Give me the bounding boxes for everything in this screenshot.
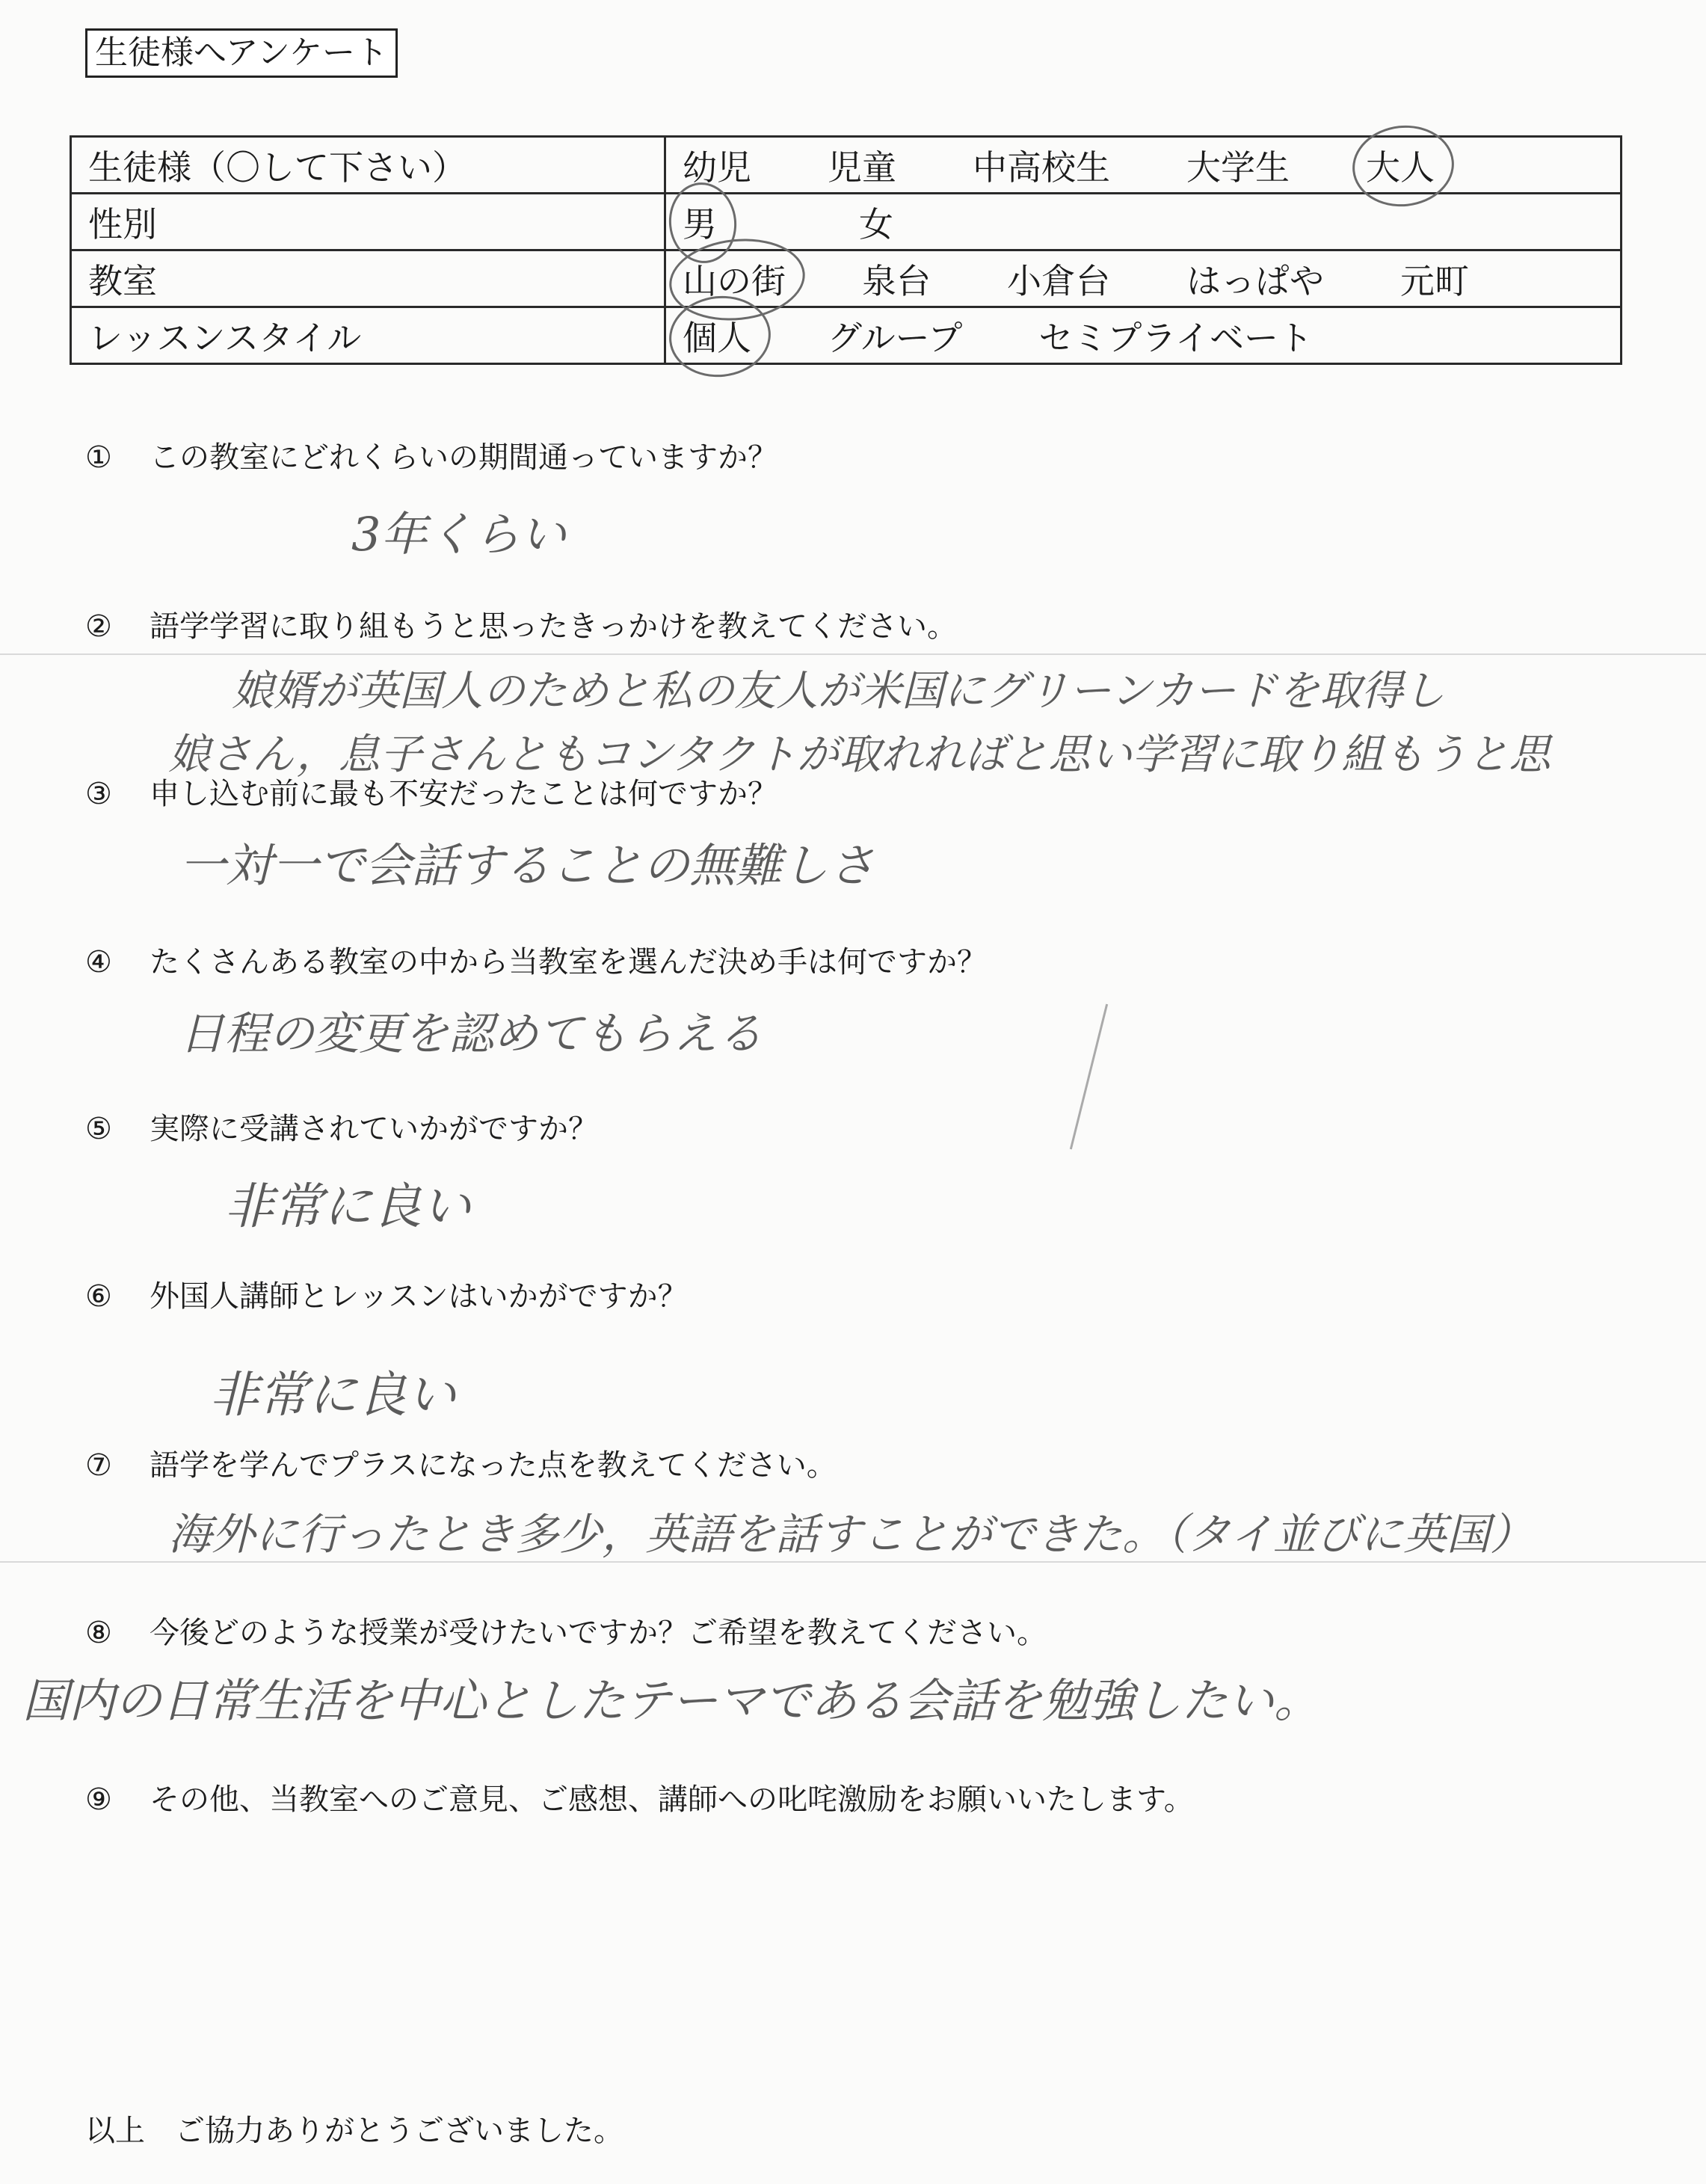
option[interactable]: 山の街 xyxy=(683,254,786,304)
question-7 xyxy=(85,1442,837,1484)
paper-crease xyxy=(0,653,1706,655)
row-label: 教室 xyxy=(71,250,665,307)
answer-5: 非常に良い xyxy=(224,1178,471,1235)
row-label: 生徒様（〇して下さい） xyxy=(71,137,665,194)
answer-3: 一対一で会話することの無難しさ xyxy=(179,838,875,893)
footer-thanks: 以上 ご協力ありがとうございました。 xyxy=(85,2114,623,2148)
question-text: その他、当教室へのご意見、ご感想、講師への叱咤激励をお願いいたします。 xyxy=(150,1782,1194,1817)
answer-7: 海外に行ったとき多少，英語を話すことができた。（タイ並びに英国） xyxy=(168,1509,1533,1560)
question-9 xyxy=(85,1776,1194,1818)
option[interactable]: はっぱや xyxy=(1186,260,1324,301)
option[interactable]: 泉台 xyxy=(862,260,931,301)
option[interactable]: 小倉台 xyxy=(1007,260,1110,301)
answer-1: 3年くらい xyxy=(351,507,567,562)
question-text: 申し込む前に最も不安だったことは何ですか？ xyxy=(150,777,777,811)
answer-2-line-1: 娘婿が英国人のためと私の友人が米国にグリーンカードを取得し xyxy=(232,667,1445,716)
question-number: ① xyxy=(85,440,112,475)
option[interactable]: 大人 xyxy=(1366,141,1435,190)
question-text: 外国人講師とレッスンはいかがですか？ xyxy=(150,1279,688,1314)
question-8 xyxy=(85,1609,1047,1652)
option[interactable]: 元町 xyxy=(1400,260,1469,301)
option[interactable]: 女 xyxy=(859,203,893,244)
answer-2-line-2: 娘さん，息子さんともコンタクトが取れればと思い学習に取り組もうと思 xyxy=(168,730,1551,779)
question-text: 語学を学んでプラスになった点を教えてください。 xyxy=(150,1448,837,1483)
row-label: 性別 xyxy=(71,194,665,250)
option[interactable]: 中高校生 xyxy=(973,147,1110,188)
option[interactable]: 個人 xyxy=(683,311,751,360)
question-number: ④ xyxy=(85,945,112,979)
question-text: 今後どのような授業が受けたいですか？ご希望を教えてください。 xyxy=(150,1616,1047,1650)
option[interactable]: 児童 xyxy=(828,147,896,188)
question-text: たくさんある教室の中から当教室を選んだ決め手は何ですか？ xyxy=(150,945,987,979)
question-text: 語学学習に取り組もうと思ったきっかけを教えてください。 xyxy=(150,609,957,644)
question-number: ⑦ xyxy=(85,1448,112,1483)
question-number: ⑤ xyxy=(85,1112,112,1146)
answer-4: 日程の変更を認めてもらえる xyxy=(179,1008,763,1060)
table-row xyxy=(71,250,1622,307)
question-number: ⑨ xyxy=(85,1782,112,1817)
question-4 xyxy=(85,938,987,981)
question-text: 実際に受講されていかがですか？ xyxy=(150,1112,598,1146)
option[interactable]: セミプライベート xyxy=(1038,317,1313,358)
question-1 xyxy=(85,434,777,476)
answer-8: 国内の日常生活を中心としたテーマである会話を勉強したい。 xyxy=(22,1673,1321,1728)
stray-pencil-mark xyxy=(1070,1004,1108,1150)
page-title: 生徒様へアンケート xyxy=(85,28,398,78)
table-row xyxy=(71,137,1622,194)
student-info-table xyxy=(70,135,1622,365)
question-text: この教室にどれくらいの期間通っていますか？ xyxy=(150,440,777,475)
answer-6: 非常に良い xyxy=(209,1366,456,1424)
option[interactable]: 男 xyxy=(683,197,717,247)
question-number: ⑧ xyxy=(85,1616,112,1650)
table-row xyxy=(71,307,1622,364)
question-2 xyxy=(85,603,957,645)
question-number: ② xyxy=(85,609,112,644)
option[interactable]: 大学生 xyxy=(1186,147,1290,188)
question-6 xyxy=(85,1273,688,1315)
question-number: ③ xyxy=(85,777,112,811)
option[interactable]: グループ xyxy=(828,317,963,358)
row-label: レッスンスタイル xyxy=(71,307,665,364)
question-number: ⑥ xyxy=(85,1279,112,1314)
question-3 xyxy=(85,770,777,813)
option[interactable]: 幼児 xyxy=(683,147,751,188)
question-5 xyxy=(85,1105,598,1148)
